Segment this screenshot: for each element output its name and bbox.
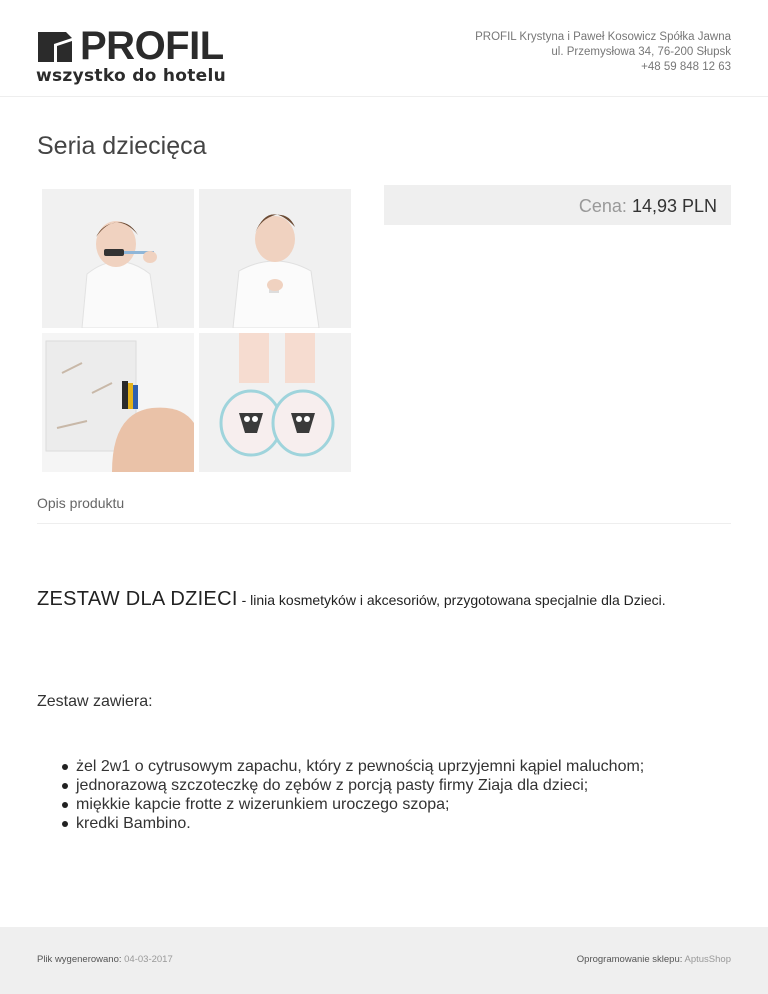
contents-list xyxy=(62,757,742,833)
intro-heading: ZESTAW DLA DZIECI xyxy=(37,588,238,610)
product-photo-child-bathrobe[interactable] xyxy=(199,189,351,328)
intro-text: - linia kosmetyków i akcesoriów, przygotowana specjalnie dla Dzieci. xyxy=(237,592,666,608)
logo-tagline: wszystko do hotelu xyxy=(36,66,227,86)
list-item: żel 2w1 o cytrusowym zapachu, który z pewnością uprzyjemni kąpiel maluchom; xyxy=(62,757,742,776)
tab-product-description[interactable]: Opis produktu xyxy=(37,495,125,511)
profil-logo-mark-icon xyxy=(36,30,74,64)
product-intro xyxy=(37,588,731,612)
company-name: PROFIL Krystyna i Paweł Kosowicz Spółka Jawna xyxy=(475,31,731,43)
list-item: miękkie kapcie frotte z wizerunkiem uroczego szopa; xyxy=(62,795,742,814)
product-photo-slippers[interactable] xyxy=(199,333,351,472)
generated-info xyxy=(37,954,173,965)
product-photo-child-brushing-teeth[interactable] xyxy=(42,189,194,328)
page-header xyxy=(0,0,768,97)
list-item: jednorazową szczoteczkę do zębów z porcją pasty firmy Ziaja dla dzieci; xyxy=(62,776,742,795)
product-photo-crayons[interactable] xyxy=(42,333,194,472)
divider xyxy=(37,523,731,524)
software-info xyxy=(577,954,731,965)
profil-logo xyxy=(36,24,236,90)
page-footer xyxy=(0,927,768,994)
price-value: 14,93 PLN xyxy=(631,196,717,216)
price-box xyxy=(384,185,731,225)
company-info xyxy=(475,30,731,75)
company-phone: +48 59 848 12 63 xyxy=(641,61,731,73)
product-title: Seria dziecięca xyxy=(37,132,207,160)
software-label: Oprogramowanie sklepu: xyxy=(576,954,683,965)
list-item: kredki Bambino. xyxy=(62,814,742,833)
product-gallery xyxy=(40,187,352,473)
logo-wordmark: PROFIL xyxy=(80,24,224,68)
contains-label: Zestaw zawiera: xyxy=(37,693,153,710)
price-label: Cena: xyxy=(578,196,627,216)
generated-date: 04-03-2017 xyxy=(124,954,173,965)
software-link[interactable]: AptusShop xyxy=(684,954,731,965)
generated-label: Plik wygenerowano: xyxy=(37,954,122,965)
company-address: ul. Przemysłowa 34, 76-200 Słupsk xyxy=(551,46,731,58)
